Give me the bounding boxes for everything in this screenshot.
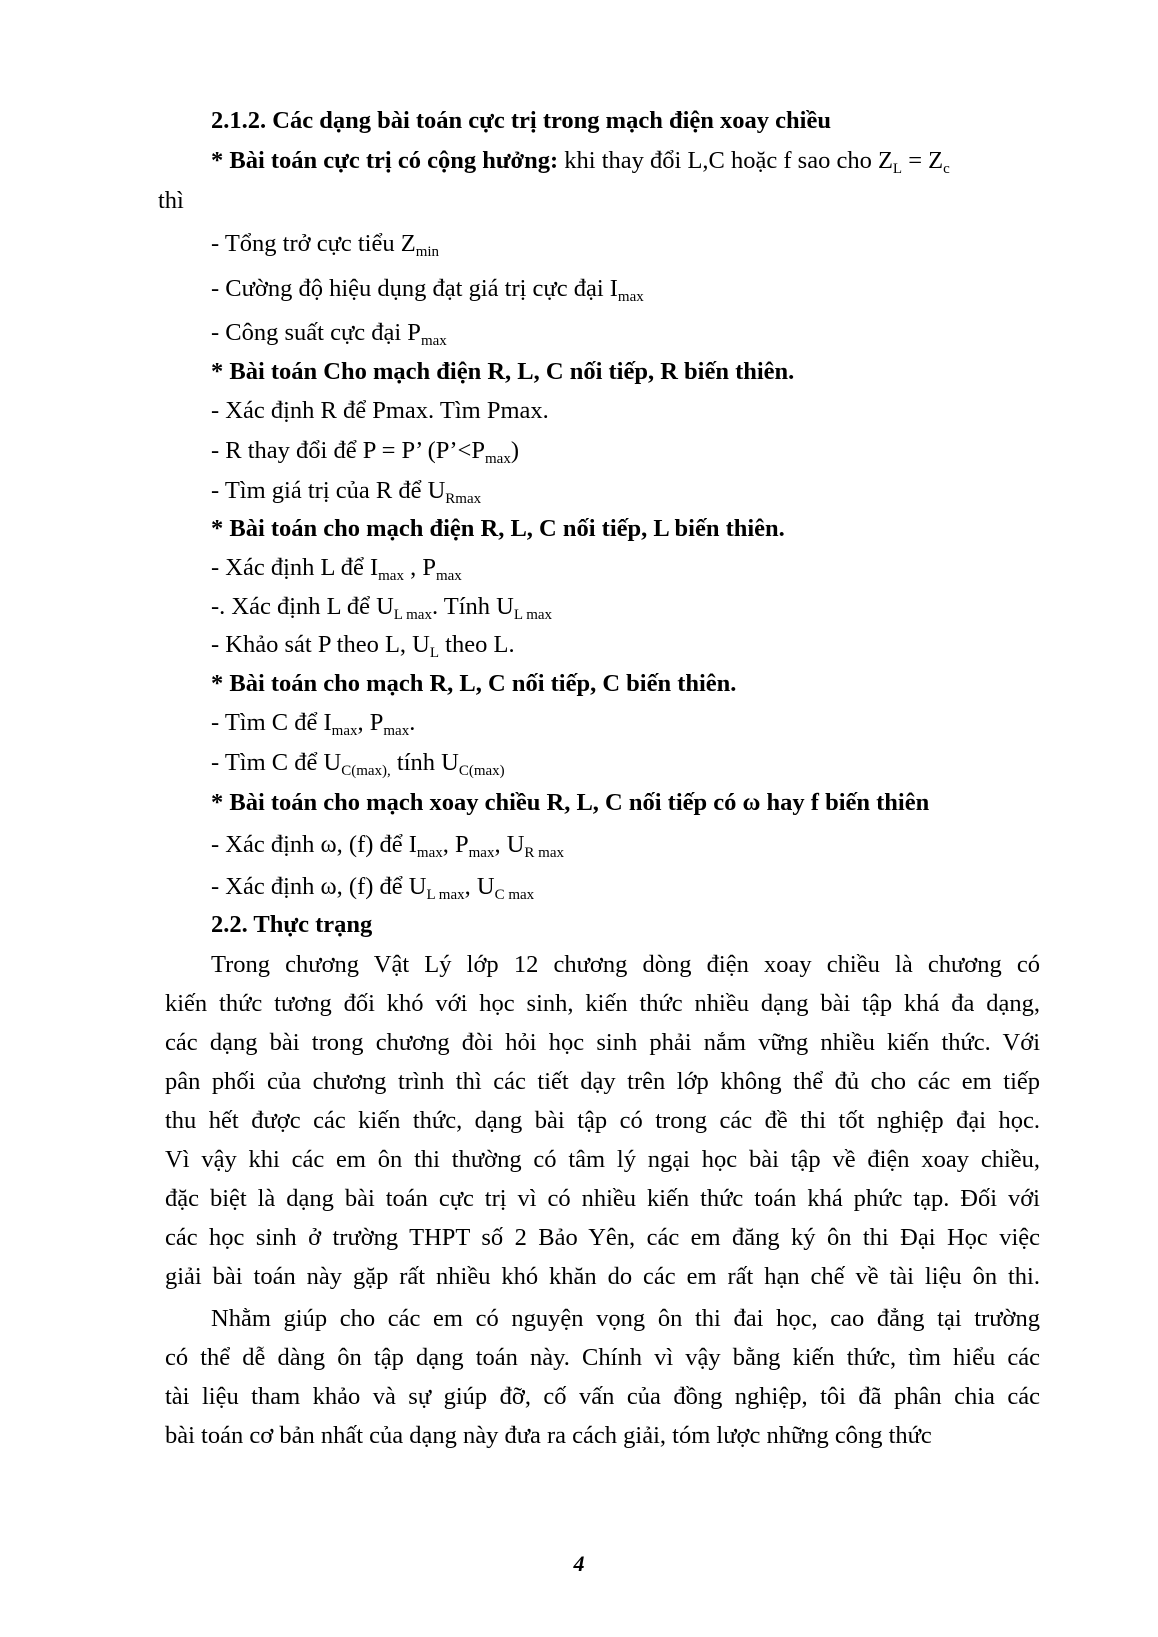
- c-variable-title: * Bài toán cho mạch R, L, C nối tiếp, C biến thiên.: [211, 670, 737, 697]
- resonance-title: * Bài toán cực trị có cộng hưởng:: [211, 147, 559, 174]
- l-variable-item-2: -. Xác định L để $U_{L max}$. Tính $U_{L max}$: [211, 593, 553, 623]
- para1-line-3: các dạng bài trong chương đòi hỏi học sinh phải nắm vững nhiều kiến thức. Với: [165, 1029, 1040, 1056]
- para1-line-1: Trong chương Vật Lý lớp 12 chương dòng điện xoay chiều là chương có: [211, 951, 1040, 978]
- r-variable-title: * Bài toán Cho mạch điện R, L, C nối tiếp, R biến thiên.: [211, 358, 795, 385]
- para2-line-4: bài toán cơ bản nhất của dạng này đưa ra cách giải, tóm lược những công thức: [165, 1422, 932, 1449]
- c-variable-item-1: - Tìm C để $I_{max}$, $P_{max}$.: [211, 709, 416, 739]
- l-variable-title: * Bài toán cho mạch điện R, L, C nối tiếp, L biến thiên.: [211, 515, 785, 542]
- resonance-item-1: - Tổng trở cực tiểu $Z_{min}$: [211, 230, 440, 260]
- sub-zl: L: [892, 161, 903, 177]
- para1-line-7: đặc biệt là dạng bài toán cực trị vì có nhiều kiến thức toán khá phức tạp. Đối với: [165, 1185, 1040, 1212]
- r-variable-item-3: - Tìm giá trị của R để $U_{Rmax}$: [211, 477, 482, 507]
- omega-variable-title: * Bài toán cho mạch xoay chiều R, L, C nối tiếp có ω hay f biến thiên: [211, 789, 930, 816]
- sub-zc: c: [943, 161, 950, 177]
- para2-line-1: Nhằm giúp cho các em có nguyện vọng ôn thi đai học, cao đẳng tại trường: [211, 1305, 1040, 1332]
- page-number: 4: [573, 1551, 585, 1576]
- omega-variable-item-2: - Xác định ω, (f) để $U_{L max}$, $U_{C max}$: [211, 873, 535, 903]
- para1-line-8: các học sinh ở trường THPT số 2 Bảo Yên, các em đăng ký ôn thi Đại Học việc: [165, 1224, 1040, 1251]
- para1-line-2: kiến thức tương đối khó với học sinh, kiến thức nhiều dạng bài tập khá đa dạng,: [165, 990, 1040, 1017]
- l-variable-item-3: - Khảo sát P theo L, $U_L$ theo L.: [211, 631, 515, 661]
- resonance-item-2: - Cường độ hiệu dụng đạt giá trị cực đại $I_{max}$: [211, 275, 644, 305]
- para1-line-5: thu hết được các kiến thức, dạng bài tập có trong các đề thi tốt nghiệp đại học.: [165, 1107, 1040, 1134]
- resonance-text: khi thay đổi L,C hoặc f sao cho Z: [558, 147, 893, 174]
- resonance-cont: thì: [158, 187, 184, 214]
- section-heading-2-1-2: 2.1.2. Các dạng bài toán cực trị trong mạch điện xoay chiều: [211, 107, 831, 134]
- section-heading-2-2: 2.2. Thực trạng: [211, 911, 373, 938]
- para1-line-6: Vì vậy khi các em ôn thi thường có tâm lý ngại học bài tập về điện xoay chiều,: [165, 1146, 1040, 1173]
- c-variable-item-2: - Tìm C để $U_{C(max),}$ tính $U_{C(max)}$: [211, 749, 505, 779]
- para1-line-9: giải bài toán này gặp rất nhiều khó khăn do các em rất hạn chế về tài liệu ôn thi.: [165, 1263, 1040, 1290]
- omega-variable-item-1: - Xác định ω, (f) để $I_{max}$, $P_{max}$, $U_{R max}$: [211, 831, 565, 861]
- resonance-problem-line: [211, 146, 950, 176]
- para1-line-4: pân phối của chương trình thì các tiết dạy trên lớp không thể đủ cho các em tiếp: [165, 1068, 1040, 1095]
- resonance-eq: = Z: [902, 147, 944, 174]
- l-variable-item-1: - Xác định L để $I_{max}$ , $P_{max}$: [211, 554, 462, 584]
- para2-line-3: tài liệu tham khảo và sự giúp đỡ, cố vấn của đồng nghiệp, tôi đã phân chia các: [165, 1383, 1040, 1410]
- r-variable-item-2: - R thay đổi để P = P’ $(P’<P_{max})$: [211, 437, 519, 467]
- r-variable-item-1: - Xác định R để Pmax. Tìm Pmax.: [211, 397, 549, 424]
- resonance-item-3: - Công suất cực đại $P_{max}$: [211, 319, 447, 349]
- para2-line-2: có thể dễ dàng ôn tập dạng toán này. Chính vì vậy bằng kiến thức, tìm hiểu các: [165, 1344, 1040, 1371]
